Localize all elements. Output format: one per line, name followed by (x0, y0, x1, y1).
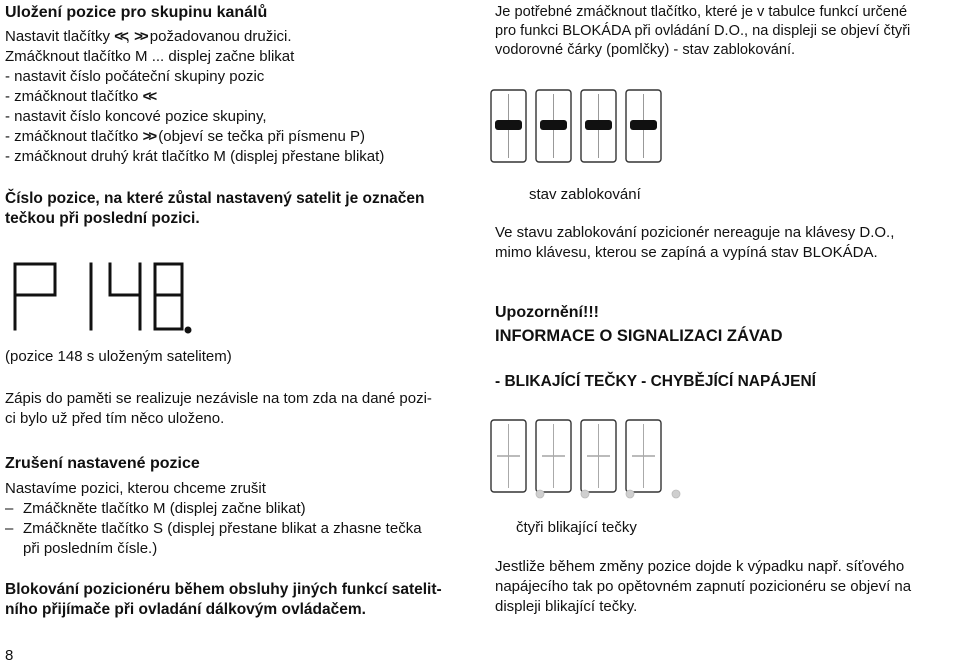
line-nastavime: Nastavíme pozici, kterou chceme zrušit (5, 480, 266, 497)
section-title-zruseni: Zrušení nastavené pozice (5, 455, 200, 472)
para-stav-line1: Ve stavu zablokování pozicionér nereaguje na klávesy D.O., (495, 224, 895, 241)
bold-blokovani-line1: Blokování pozicionéru během obsluhy jiných funkcí satelit- (5, 581, 442, 598)
para-vypadek-line1: Jestliže během změny pozice dojde k výpadku např. síťového (495, 558, 905, 575)
double-chevron-left-icon: << (114, 28, 126, 45)
blokada-line3: vodorovné čárky (pomlčky) - stav zablokování. (495, 42, 796, 58)
para-vypadek-line3: displeji blikající tečky. (495, 598, 638, 615)
bold-note-line2: tečkou při poslední pozici. (5, 210, 200, 227)
list-item-2: – Zmáčkněte tlačítko S (displej přestane blikat a zhasne tečka (5, 520, 422, 537)
para-stav-line2: mimo klávesu, kterou se zapíná a vypíná stav BLOKÁDA. (495, 244, 878, 261)
double-chevron-right-icon: >> (134, 28, 146, 45)
list-item-2-cont: při posledním čísle.) (23, 540, 158, 557)
bold-note-line1: Číslo pozice, na které zůstal nastavený satelit je označen (5, 190, 425, 207)
double-chevron-right-icon: >> (142, 128, 155, 145)
step-3: - nastavit číslo koncové pozice skupiny, (5, 108, 267, 125)
section-title-ulozeni: Uložení pozice pro skupinu kanálů (5, 4, 268, 21)
para-zapis-line2: ci bylo už před tím něco uloženo. (5, 410, 225, 427)
step-4: - zmáčknout tlačítko >> (objeví se tečka při písmenu P) (5, 128, 366, 145)
line-zmacknout-m: Zmáčknout tlačítko M ... displej začne blikat (5, 48, 295, 65)
para-vypadek-line2: napájecího tak po opětovném zapnutí pozicionéru se objeví na (495, 578, 912, 595)
line-nastavit: Nastavit tlačítky <<, >> požadovanou družici. (5, 28, 292, 45)
bold-blokovani-line2: ního přijímače při ovladání dálkovým ovládačem. (5, 601, 366, 618)
step-2: - zmáčknout tlačítko << (5, 88, 155, 105)
double-chevron-left-icon: << (142, 88, 155, 105)
blinking-dot (672, 490, 680, 498)
list-item-1: – Zmáčkněte tlačítko M (displej začne blikat) (5, 500, 306, 517)
blokada-line2: pro funkci BLOKÁDA při ovládání D.O., na displeji se objeví čtyři (495, 23, 911, 39)
blinking-dot (626, 490, 634, 498)
blokada-line1: Je potřebné zmáčknout tlačítko, které je v tabulce funkcí určené (495, 4, 908, 20)
caption-p148: (pozice 148 s uloženým satelitem) (5, 348, 232, 365)
blinking-dot (581, 490, 589, 498)
step-5: - zmáčknout druhý krát tlačítko M (displej přestane blikat) (5, 148, 385, 165)
caption-zablokovani: stav zablokování (529, 186, 641, 203)
blinking-dot (536, 490, 544, 498)
caption-tecky: čtyři blikající tečky (516, 519, 637, 536)
para-zapis-line1: Zápis do paměti se realizuje nezávisle na tom zda na dané pozi- (5, 390, 432, 407)
page-number: 8 (5, 647, 14, 664)
heading-signalizace: INFORMACE O SIGNALIZACI ZÁVAD (495, 327, 783, 345)
warning-label: Upozornění!!! (495, 304, 599, 321)
step-1: - nastavit číslo počáteční skupiny pozic (5, 68, 265, 85)
subheading-blikajici: - BLIKAJÍCÍ TEČKY - CHYBĚJÍCÍ NAPÁJENÍ (495, 373, 816, 390)
